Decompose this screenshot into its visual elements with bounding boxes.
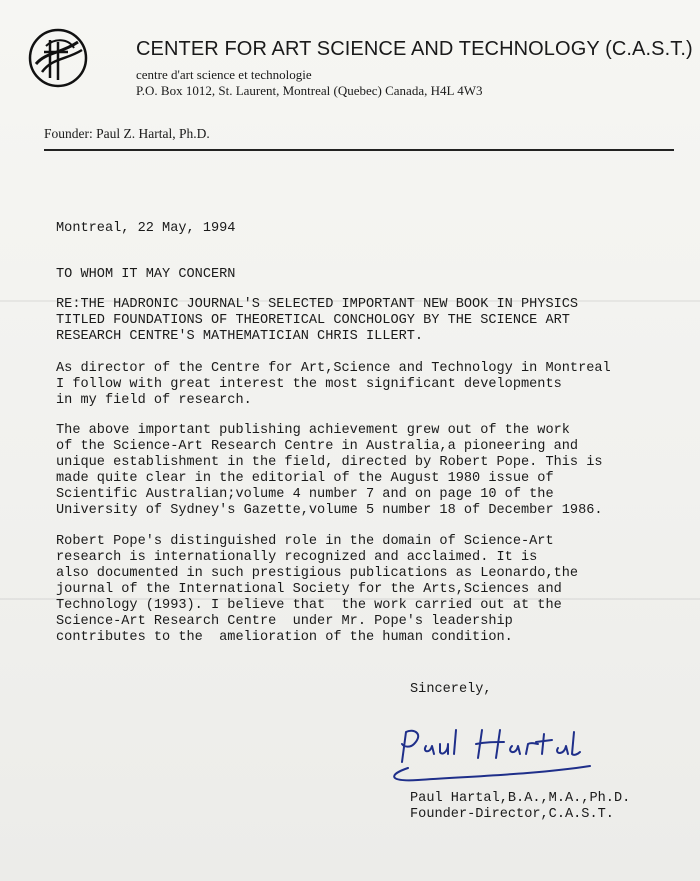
paragraph-line: University of Sydney's Gazette,volume 5 number 18 of December 1986.: [56, 503, 603, 518]
organization-address: P.O. Box 1012, St. Laurent, Montreal (Quebec) Canada, H4L 4W3: [136, 83, 483, 98]
paragraph-line: journal of the International Society for the Arts,Sciences and: [56, 582, 562, 597]
paragraph-line: Science-Art Research Centre under Mr. Pope's leadership: [56, 614, 513, 629]
header-rule: [44, 149, 674, 151]
dateline: Montreal, 22 May, 1994: [56, 221, 236, 236]
paragraph-line: Technology (1993). I believe that the work carried out at the: [56, 598, 562, 613]
signer-name: Paul Hartal,B.A.,M.A.,Ph.D.: [410, 791, 631, 806]
subject-line: TITLED FOUNDATIONS OF THEORETICAL CONCHOLOGY BY THE SCIENCE ART: [56, 313, 570, 328]
signer-title: Founder-Director,C.A.S.T.: [410, 807, 614, 822]
paragraph-line: I follow with great interest the most significant developments: [56, 377, 562, 392]
paragraph-line: Scientific Australian;volume 4 number 7 and on page 10 of the: [56, 487, 554, 502]
paragraph-line: The above important publishing achievement grew out of the work: [56, 423, 570, 438]
paragraph-line: made quite clear in the editorial of the August 1980 issue of: [56, 471, 554, 486]
paragraph-line: As director of the Centre for Art,Science and Technology in Montreal: [56, 361, 611, 376]
paragraph-line: also documented in such prestigious publications as Leonardo,the: [56, 566, 579, 581]
handwritten-signature: [378, 722, 598, 788]
paragraph-line: contributes to the amelioration of the human condition.: [56, 630, 513, 645]
paragraph-line: in my field of research.: [56, 393, 252, 408]
closing: Sincerely,: [410, 682, 492, 697]
founder-line: Founder: Paul Z. Hartal, Ph.D.: [44, 126, 210, 141]
subject-line: RE:THE HADRONIC JOURNAL'S SELECTED IMPORTANT NEW BOOK IN PHYSICS: [56, 297, 579, 312]
organization-name: CENTER FOR ART SCIENCE AND TECHNOLOGY (C.A.S.T.): [136, 38, 693, 60]
paragraph-line: of the Science-Art Research Centre in Australia,a pioneering and: [56, 439, 579, 454]
salutation: TO WHOM IT MAY CONCERN: [56, 267, 236, 282]
paragraph-line: unique establishment in the field, directed by Robert Pope. This is: [56, 455, 603, 470]
organization-name-french: centre d'art science et technologie: [136, 67, 312, 82]
cast-logo-icon: [28, 28, 88, 88]
paragraph-line: research is internationally recognized and acclaimed. It is: [56, 550, 538, 565]
paragraph-line: Robert Pope's distinguished role in the domain of Science-Art: [56, 534, 554, 549]
subject-line: RESEARCH CENTRE'S MATHEMATICIAN CHRIS ILLERT.: [56, 329, 424, 344]
